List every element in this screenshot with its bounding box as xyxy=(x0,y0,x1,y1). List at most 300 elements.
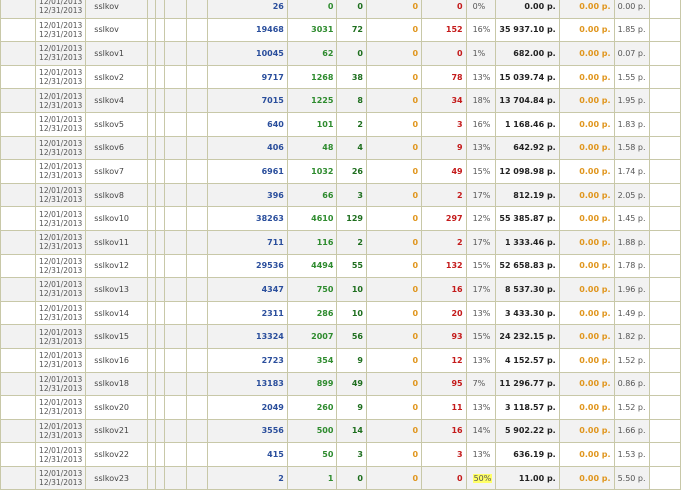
payout-cell: 0.00 р. xyxy=(559,443,614,467)
ratio-cell xyxy=(466,112,496,136)
empty-cell xyxy=(165,65,187,89)
pending-cell: 0 xyxy=(367,89,422,113)
period-cell xyxy=(36,65,86,89)
empty-cell xyxy=(156,89,165,113)
ratio-cell xyxy=(466,65,496,89)
empty-cell xyxy=(148,112,156,136)
conversions-cell: 0 xyxy=(337,42,367,66)
empty-cell xyxy=(186,254,207,278)
period-start: 12/01/2013 xyxy=(39,20,83,30)
pending-cell: 0 xyxy=(367,443,422,467)
period-cell xyxy=(36,372,86,396)
period-end: 12/31/2013 xyxy=(39,195,83,205)
empty-cell xyxy=(156,278,165,302)
payout-cell: 0.00 р. xyxy=(559,65,614,89)
empty-cell xyxy=(186,65,207,89)
impressions-cell: 6961 xyxy=(207,160,287,184)
pending-cell: 0 xyxy=(367,396,422,420)
period-cell xyxy=(36,160,86,184)
impressions-cell: 13324 xyxy=(207,325,287,349)
avg-cell: 1.78 р. xyxy=(614,254,649,278)
income-cell: 35 937.10 р. xyxy=(496,18,559,42)
conversions-cell: 10 xyxy=(337,278,367,302)
empty-cell xyxy=(156,65,165,89)
empty-cell xyxy=(165,278,187,302)
empty-cell xyxy=(156,443,165,467)
period-cell xyxy=(36,419,86,443)
clicks-cell: 62 xyxy=(287,42,337,66)
login-cell: sslkov5 xyxy=(86,112,148,136)
impressions-cell: 9717 xyxy=(207,65,287,89)
empty-cell xyxy=(165,160,187,184)
period-start: 12/01/2013 xyxy=(39,256,83,266)
login-cell: sslkov15 xyxy=(86,325,148,349)
empty-cell xyxy=(186,18,207,42)
empty-cell xyxy=(186,207,207,231)
empty-cell xyxy=(156,348,165,372)
ratio-value: 0% xyxy=(472,1,486,11)
period-cell xyxy=(36,396,86,420)
table-row xyxy=(1,42,681,66)
empty-cell xyxy=(649,42,680,66)
ratio-value: 15% xyxy=(472,332,491,342)
table-row xyxy=(1,278,681,302)
ratio-value: 13% xyxy=(472,450,491,460)
period-end: 12/31/2013 xyxy=(39,289,83,299)
empty-cell xyxy=(1,466,36,490)
period-start: 12/01/2013 xyxy=(39,91,83,101)
empty-cell xyxy=(148,372,156,396)
rejected-cell: 78 xyxy=(422,65,467,89)
empty-cell xyxy=(649,89,680,113)
ratio-cell xyxy=(466,89,496,113)
rejected-cell: 34 xyxy=(422,89,467,113)
ratio-value: 16% xyxy=(472,119,491,129)
empty-cell xyxy=(165,325,187,349)
period-start: 12/01/2013 xyxy=(39,469,83,479)
login-cell: sslkov8 xyxy=(86,183,148,207)
avg-cell: 1.85 р. xyxy=(614,18,649,42)
period-cell xyxy=(36,42,86,66)
period-start: 12/01/2013 xyxy=(39,68,83,78)
empty-cell xyxy=(186,419,207,443)
empty-cell xyxy=(186,42,207,66)
table-row xyxy=(1,443,681,467)
period-end: 12/31/2013 xyxy=(39,336,83,346)
empty-cell xyxy=(186,112,207,136)
empty-cell xyxy=(156,18,165,42)
impressions-cell: 406 xyxy=(207,136,287,160)
period-cell xyxy=(36,0,86,18)
income-cell: 1 333.46 р. xyxy=(496,230,559,254)
empty-cell xyxy=(1,301,36,325)
impressions-cell: 2311 xyxy=(207,301,287,325)
login-cell: sslkov1 xyxy=(86,42,148,66)
empty-cell xyxy=(148,301,156,325)
empty-cell xyxy=(186,325,207,349)
avg-cell: 1.55 р. xyxy=(614,65,649,89)
empty-cell xyxy=(156,254,165,278)
conversions-cell: 0 xyxy=(337,0,367,18)
empty-cell xyxy=(165,89,187,113)
period-end: 12/31/2013 xyxy=(39,124,83,134)
rejected-cell: 132 xyxy=(422,254,467,278)
login-cell: sslkov xyxy=(86,18,148,42)
empty-cell xyxy=(186,348,207,372)
empty-cell xyxy=(1,65,36,89)
payout-cell: 0.00 р. xyxy=(559,466,614,490)
impressions-cell: 10045 xyxy=(207,42,287,66)
payout-cell: 0.00 р. xyxy=(559,42,614,66)
empty-cell xyxy=(165,136,187,160)
empty-cell xyxy=(148,0,156,18)
empty-cell xyxy=(186,443,207,467)
login-cell: sslkov12 xyxy=(86,254,148,278)
pending-cell: 0 xyxy=(367,183,422,207)
ratio-cell xyxy=(466,348,496,372)
impressions-cell: 7015 xyxy=(207,89,287,113)
empty-cell xyxy=(649,160,680,184)
conversions-cell: 72 xyxy=(337,18,367,42)
payout-cell: 0.00 р. xyxy=(559,301,614,325)
conversions-cell: 9 xyxy=(337,348,367,372)
ratio-cell xyxy=(466,136,496,160)
table-row xyxy=(1,0,681,18)
impressions-cell: 26 xyxy=(207,0,287,18)
period-start: 12/01/2013 xyxy=(39,209,83,219)
income-cell: 55 385.87 р. xyxy=(496,207,559,231)
payout-cell: 0.00 р. xyxy=(559,183,614,207)
empty-cell xyxy=(148,230,156,254)
login-cell: sslkov7 xyxy=(86,160,148,184)
avg-cell: 1.52 р. xyxy=(614,348,649,372)
rejected-cell: 9 xyxy=(422,136,467,160)
period-start: 12/01/2013 xyxy=(39,351,83,361)
empty-cell xyxy=(186,466,207,490)
period-end: 12/31/2013 xyxy=(39,383,83,393)
conversions-cell: 8 xyxy=(337,89,367,113)
period-start: 12/01/2013 xyxy=(39,115,83,125)
empty-cell xyxy=(649,136,680,160)
empty-cell xyxy=(156,183,165,207)
empty-cell xyxy=(165,254,187,278)
period-end: 12/31/2013 xyxy=(39,242,83,252)
conversions-cell: 55 xyxy=(337,254,367,278)
ratio-cell xyxy=(466,443,496,467)
empty-cell xyxy=(156,466,165,490)
period-cell xyxy=(36,112,86,136)
empty-cell xyxy=(649,396,680,420)
empty-cell xyxy=(148,325,156,349)
ratio-value: 13% xyxy=(472,143,491,153)
period-start: 12/01/2013 xyxy=(39,327,83,337)
empty-cell xyxy=(148,466,156,490)
impressions-cell: 415 xyxy=(207,443,287,467)
conversions-cell: 2 xyxy=(337,112,367,136)
ratio-cell xyxy=(466,42,496,66)
payout-cell: 0.00 р. xyxy=(559,207,614,231)
login-cell: sslkov13 xyxy=(86,278,148,302)
rejected-cell: 12 xyxy=(422,348,467,372)
empty-cell xyxy=(165,112,187,136)
empty-cell xyxy=(165,372,187,396)
pending-cell: 0 xyxy=(367,160,422,184)
rejected-cell: 3 xyxy=(422,112,467,136)
empty-cell xyxy=(148,18,156,42)
period-end: 12/31/2013 xyxy=(39,218,83,228)
ratio-value: 1% xyxy=(472,48,486,58)
ratio-value: 17% xyxy=(472,190,491,200)
ratio-value: 13% xyxy=(472,308,491,318)
rejected-cell: 2 xyxy=(422,230,467,254)
income-cell: 682.00 р. xyxy=(496,42,559,66)
empty-cell xyxy=(649,301,680,325)
payout-cell: 0.00 р. xyxy=(559,278,614,302)
impressions-cell: 29536 xyxy=(207,254,287,278)
empty-cell xyxy=(186,183,207,207)
clicks-cell: 2007 xyxy=(287,325,337,349)
rejected-cell: 16 xyxy=(422,419,467,443)
ratio-value: 13% xyxy=(472,402,491,412)
pending-cell: 0 xyxy=(367,325,422,349)
clicks-cell: 0 xyxy=(287,0,337,18)
empty-cell xyxy=(649,18,680,42)
table-row xyxy=(1,466,681,490)
pending-cell: 0 xyxy=(367,278,422,302)
period-start: 12/01/2013 xyxy=(39,421,83,431)
empty-cell xyxy=(165,18,187,42)
empty-cell xyxy=(186,0,207,18)
impressions-cell: 3556 xyxy=(207,419,287,443)
rejected-cell: 0 xyxy=(422,42,467,66)
period-end: 12/31/2013 xyxy=(39,478,83,488)
empty-cell xyxy=(165,183,187,207)
ratio-cell xyxy=(466,183,496,207)
table-row xyxy=(1,183,681,207)
rejected-cell: 11 xyxy=(422,396,467,420)
pending-cell: 0 xyxy=(367,230,422,254)
empty-cell xyxy=(148,42,156,66)
income-cell: 11 296.77 р. xyxy=(496,372,559,396)
payout-cell: 0.00 р. xyxy=(559,18,614,42)
ratio-value: 12% xyxy=(472,214,491,224)
empty-cell xyxy=(1,419,36,443)
period-end: 12/31/2013 xyxy=(39,313,83,323)
empty-cell xyxy=(148,396,156,420)
clicks-cell: 50 xyxy=(287,443,337,467)
empty-cell xyxy=(649,325,680,349)
rejected-cell: 49 xyxy=(422,160,467,184)
ratio-value: 50% xyxy=(473,473,492,483)
period-cell xyxy=(36,254,86,278)
empty-cell xyxy=(165,301,187,325)
empty-cell xyxy=(165,419,187,443)
avg-cell: 0.00 р. xyxy=(614,0,649,18)
period-start: 12/01/2013 xyxy=(39,374,83,384)
conversions-cell: 3 xyxy=(337,183,367,207)
empty-cell xyxy=(165,466,187,490)
avg-cell: 0.86 р. xyxy=(614,372,649,396)
pending-cell: 0 xyxy=(367,42,422,66)
pending-cell: 0 xyxy=(367,301,422,325)
clicks-cell: 286 xyxy=(287,301,337,325)
table-row xyxy=(1,89,681,113)
pending-cell: 0 xyxy=(367,348,422,372)
empty-cell xyxy=(649,466,680,490)
period-cell xyxy=(36,348,86,372)
empty-cell xyxy=(156,396,165,420)
period-end: 12/31/2013 xyxy=(39,430,83,440)
impressions-cell: 711 xyxy=(207,230,287,254)
period-cell xyxy=(36,89,86,113)
pending-cell: 0 xyxy=(367,466,422,490)
period-start: 12/01/2013 xyxy=(39,186,83,196)
income-cell: 8 537.30 р. xyxy=(496,278,559,302)
impressions-cell: 4347 xyxy=(207,278,287,302)
payout-cell: 0.00 р. xyxy=(559,0,614,18)
avg-cell: 1.96 р. xyxy=(614,278,649,302)
pending-cell: 0 xyxy=(367,18,422,42)
period-cell xyxy=(36,230,86,254)
period-start: 12/01/2013 xyxy=(39,445,83,455)
ratio-value: 17% xyxy=(472,237,491,247)
empty-cell xyxy=(1,254,36,278)
empty-cell xyxy=(156,136,165,160)
period-start: 12/01/2013 xyxy=(39,233,83,243)
empty-cell xyxy=(165,230,187,254)
avg-cell: 5.50 р. xyxy=(614,466,649,490)
empty-cell xyxy=(148,419,156,443)
period-end: 12/31/2013 xyxy=(39,6,83,16)
table-row xyxy=(1,18,681,42)
empty-cell xyxy=(148,160,156,184)
income-cell: 636.19 р. xyxy=(496,443,559,467)
clicks-cell: 1032 xyxy=(287,160,337,184)
empty-cell xyxy=(1,18,36,42)
avg-cell: 1.49 р. xyxy=(614,301,649,325)
income-cell: 0.00 р. xyxy=(496,0,559,18)
period-end: 12/31/2013 xyxy=(39,171,83,181)
empty-cell xyxy=(156,207,165,231)
period-end: 12/31/2013 xyxy=(39,360,83,370)
payout-cell: 0.00 р. xyxy=(559,348,614,372)
empty-cell xyxy=(1,89,36,113)
income-cell: 12 098.98 р. xyxy=(496,160,559,184)
avg-cell: 1.45 р. xyxy=(614,207,649,231)
conversions-cell: 0 xyxy=(337,466,367,490)
empty-cell xyxy=(165,443,187,467)
empty-cell xyxy=(156,301,165,325)
income-cell: 812.19 р. xyxy=(496,183,559,207)
avg-cell: 1.53 р. xyxy=(614,443,649,467)
impressions-cell: 38263 xyxy=(207,207,287,231)
empty-cell xyxy=(649,254,680,278)
empty-cell xyxy=(165,42,187,66)
payout-cell: 0.00 р. xyxy=(559,325,614,349)
payout-cell: 0.00 р. xyxy=(559,112,614,136)
period-start: 12/01/2013 xyxy=(39,44,83,54)
avg-cell: 1.95 р. xyxy=(614,89,649,113)
period-cell xyxy=(36,136,86,160)
period-end: 12/31/2013 xyxy=(39,53,83,63)
payout-cell: 0.00 р. xyxy=(559,419,614,443)
period-end: 12/31/2013 xyxy=(39,147,83,157)
ratio-value: 16% xyxy=(472,25,491,35)
conversions-cell: 26 xyxy=(337,160,367,184)
clicks-cell: 66 xyxy=(287,183,337,207)
empty-cell xyxy=(148,207,156,231)
empty-cell xyxy=(156,42,165,66)
login-cell: sslkov23 xyxy=(86,466,148,490)
income-cell: 5 902.22 р. xyxy=(496,419,559,443)
impressions-cell: 13183 xyxy=(207,372,287,396)
table-row xyxy=(1,348,681,372)
table-row xyxy=(1,419,681,443)
login-cell: sslkov18 xyxy=(86,372,148,396)
period-start: 12/01/2013 xyxy=(39,304,83,314)
login-cell: sslkov21 xyxy=(86,419,148,443)
empty-cell xyxy=(649,419,680,443)
table-row xyxy=(1,112,681,136)
period-start: 12/01/2013 xyxy=(39,162,83,172)
pending-cell: 0 xyxy=(367,136,422,160)
table-row xyxy=(1,160,681,184)
empty-cell xyxy=(649,230,680,254)
empty-cell xyxy=(649,207,680,231)
empty-cell xyxy=(156,372,165,396)
avg-cell: 1.52 р. xyxy=(614,396,649,420)
table-row xyxy=(1,230,681,254)
period-end: 12/31/2013 xyxy=(39,29,83,39)
empty-cell xyxy=(156,0,165,18)
income-cell: 11.00 р. xyxy=(496,466,559,490)
impressions-cell: 2 xyxy=(207,466,287,490)
impressions-cell: 19468 xyxy=(207,18,287,42)
ratio-cell xyxy=(466,325,496,349)
clicks-cell: 750 xyxy=(287,278,337,302)
rejected-cell: 95 xyxy=(422,372,467,396)
payout-cell: 0.00 р. xyxy=(559,254,614,278)
pending-cell: 0 xyxy=(367,419,422,443)
login-cell: sslkov11 xyxy=(86,230,148,254)
empty-cell xyxy=(649,278,680,302)
ratio-value: 7% xyxy=(472,379,486,389)
empty-cell xyxy=(1,348,36,372)
empty-cell xyxy=(649,112,680,136)
income-cell: 3 118.57 р. xyxy=(496,396,559,420)
ratio-cell xyxy=(466,207,496,231)
empty-cell xyxy=(1,278,36,302)
period-start: 12/01/2013 xyxy=(39,398,83,408)
empty-cell xyxy=(649,348,680,372)
payout-cell: 0.00 р. xyxy=(559,396,614,420)
avg-cell: 1.82 р. xyxy=(614,325,649,349)
empty-cell xyxy=(165,396,187,420)
empty-cell xyxy=(1,325,36,349)
empty-cell xyxy=(1,443,36,467)
impressions-cell: 2049 xyxy=(207,396,287,420)
empty-cell xyxy=(1,183,36,207)
empty-cell xyxy=(649,372,680,396)
rejected-cell: 152 xyxy=(422,18,467,42)
income-cell: 3 433.30 р. xyxy=(496,301,559,325)
pending-cell: 0 xyxy=(367,112,422,136)
period-end: 12/31/2013 xyxy=(39,407,83,417)
period-start: 12/01/2013 xyxy=(39,0,83,7)
income-cell: 4 152.57 р. xyxy=(496,348,559,372)
period-cell xyxy=(36,325,86,349)
empty-cell xyxy=(148,254,156,278)
